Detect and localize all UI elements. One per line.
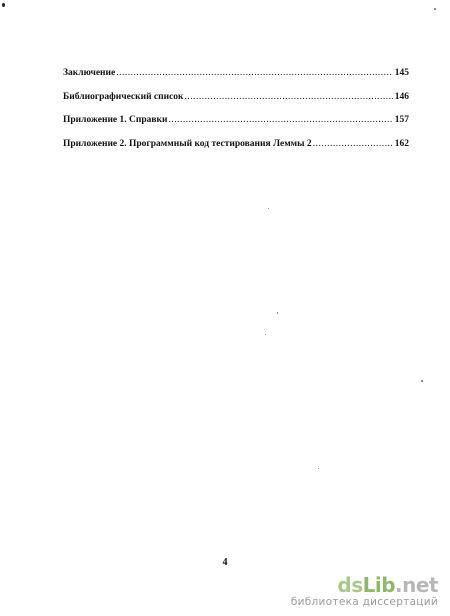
toc-entry-page: 157 xyxy=(394,115,409,125)
toc-dot-leader xyxy=(116,68,393,78)
toc-entry-label: Приложение 1. Справки xyxy=(63,115,168,125)
toc-entry-bibliography xyxy=(63,92,409,105)
scan-speck xyxy=(2,3,5,7)
scan-speck xyxy=(434,8,436,10)
toc-entry-page: 162 xyxy=(394,138,409,149)
dslib-watermark xyxy=(291,575,438,608)
watermark-logo-ds: ds xyxy=(337,573,363,597)
watermark-logo xyxy=(291,575,438,595)
scan-speck xyxy=(421,380,423,382)
watermark-logo-lib: Lib xyxy=(362,573,396,597)
toc-entry-conclusion xyxy=(63,68,409,81)
scan-speck xyxy=(265,334,266,335)
page-number: 4 xyxy=(222,557,228,568)
scan-speck xyxy=(318,468,319,469)
toc-entry-label: Библиографический список xyxy=(63,91,184,102)
toc-dot-leader xyxy=(185,92,393,102)
watermark-logo-net: .net xyxy=(395,573,438,597)
scan-speck xyxy=(277,312,278,314)
toc-dot-leader xyxy=(168,115,392,125)
toc-entry-appendix-2 xyxy=(63,139,409,152)
watermark-subtitle: библиотека диссертаций xyxy=(290,596,438,608)
scan-speck xyxy=(268,208,269,209)
toc-entry-label: Приложение 2. Программный код тестирования Леммы 2 xyxy=(63,138,312,149)
toc-entry-page: 145 xyxy=(394,68,409,78)
toc-entry-label: Заключение xyxy=(63,68,116,78)
toc-entry-page: 146 xyxy=(394,91,409,102)
toc-dot-leader xyxy=(313,139,393,149)
toc-entry-appendix-1 xyxy=(63,115,409,128)
table-of-contents xyxy=(63,68,409,162)
